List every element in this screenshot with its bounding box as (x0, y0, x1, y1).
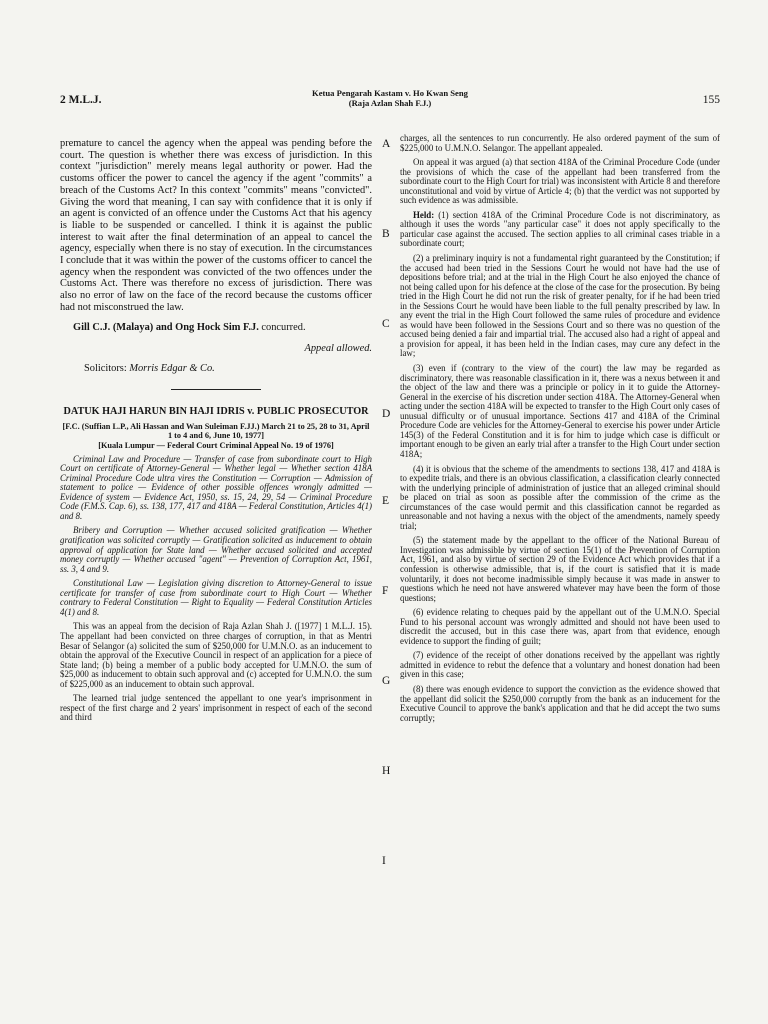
held-3: (3) even if (contrary to the view of the court) the law may be regarded as discriminatory, there was reasonable classification in it, there was a nexus between it and the object of the law and there was a principle or policy in it to guide the Attorney-General in the exercise of his discretion under section 418A. The Attorney-General when acting under the section 418A will be expected to transfer to the High Court only cases of unusual difficulty or of unusual importance. Sections 417 and 418A of the Criminal Procedure Code are vehicles for the Attorney-General to exercise his power under Article 145(3) of the Federal Constitution and it is for him to judge which case is difficult or important enough to be given an early trial after a transfer to the High Court under section 418A; (400, 363, 720, 459)
judgment-paragraph: premature to cancel the agency when the appeal was pending before the court. The question is whether there was excess of jurisdiction. In this context "jurisdiction" merely means legal authority or power. Had the customs officer the power to cancel the agency if the agent "commits" a breach of the Customs Act? In this context "commits" means "convicted". Giving the word that meaning, I can say with confidence that it is only if an agent is convicted of an offence under the Customs Act that his agency is liable to be suspended or cancelled. I think it is against the public interest to wait after the final determination of an appeal to cancel the agency, especially when there is no stay of execution. In the circumstances I conclude that it was within the power of the customs officer to cancel the agency when the respondent was convicted of the two offences under the Customs Act. There was therefore no excess of jurisdiction. There was also no error of law on the face of the record because the customs officer had not misconstrued the law. (60, 138, 372, 313)
margin-letter-e: E (382, 495, 390, 507)
left-column (60, 138, 372, 728)
catchwords-constitutional: Constitutional Law — Legislation giving discretion to Attorney-General to issue certificate for transfer of case from subordinate court to High Court — Whether contrary to Federal Constitution — Right to Equality — Federal Constitution Articles 4(1) and 8. (60, 578, 372, 617)
facts-paragraph: This was an appeal from the decision of Raja Azlan Shah J. ([1977] 1 M.L.J. 15). The appellant had been convicted on three charges of corruption, in that as Mentri Besar of Selangor (a) solicited the sum of $250,000 for U.M.N.O. as an inducement to obtain the approval of the Executive Council in respect of an application for a piece of State land; (b) being a member of a public body accepted for U.M.N.O. the sum of $25,000 as inducement to obtain such approval and (c) accepted for U.M.N.O. the sum of $225,000 as an inducement to obtain such approval. (60, 621, 372, 689)
appeal-result: Appeal allowed. (304, 343, 372, 355)
margin-letter-d: D (382, 408, 391, 420)
solicitors-label: Solicitors: (84, 362, 130, 374)
running-title-judge: (Raja Azlan Shah F.J.) (348, 98, 432, 108)
margin-letter-a: A (382, 138, 391, 150)
held-2: (2) a preliminary inquiry is not a fundamental right guaranteed by the Constitution; if the accused had been tried in the Sessions Court he would not have had the use of depositions before trial; and at the trial in the High Court he also enjoyed the chance of not being called upon for his defence at the close of the case for the prosecution. By being tried in the High Court he did not run the risk of greater penalty, for if he had been tried in the Sessions Court he would have been liable to the full penalty prescribed by law. In any event the trial in the High Court followed the same rules of procedure and evidence as would have been followed in the Sessions Court and so there was no question of the accused being denied a fair and impartial trial. The accused also had a right of appeal and a provision for appeal, it has been held in the Indian cases, may cure any defect in the law; (400, 253, 720, 359)
concurrence-text: concurred. (258, 321, 306, 333)
margin-letter-g: G (382, 675, 391, 687)
case-title: DATUK HAJI HARUN BIN HAJI IDRIS v. PUBLIC PROSECUTOR (63, 405, 369, 417)
solicitors-name: Morris Edgar & Co. (129, 362, 215, 374)
argument-paragraph: On appeal it was argued (a) that section 418A of the Criminal Procedure Code (under the provisions of which the case of the appellant had been transferred from the subordinate court to the High Court for trial) was inconsistent with Article 8 and therefore unconstitutional and void by virtue of Article 4; (b) that the verdict was not supported by such evidence as was admissible. (400, 157, 720, 206)
held-5: (5) the statement made by the appellant to the officer of the National Bureau of Investigation was admissible by virtue of section 15(1) of the Prevention of Corruption Act, 1961, and also by virtue of section 29 of the Evidence Act which provides that if a confession is otherwise admissible, that is, if the court is satisfied that it is made voluntarily, it does not become inadmissible simply because it was made in answer to questions which he need not have answered whatever may have been the form of those questions; (400, 535, 720, 603)
margin-letter-i: I (382, 855, 386, 867)
journal-reference: 2 M.L.J. (60, 94, 102, 106)
held-8: (8) there was enough evidence to support the conviction as the evidence showed that the appellant did solicit the $250,000 corruptly from the bank as an inducement for the Executive Council to approve the bank's application and that he did accept the two sums corruptly; (400, 683, 720, 723)
held-6: (6) evidence relating to cheques paid by the appellant out of the U.M.N.O. Special Fund to his personal account was wrongly admitted and should not have been used to discredit the accused, but in this case there was, apart from that evidence, enough evidence to support the finding of guilt; (400, 607, 720, 646)
held-label: Held: (413, 209, 435, 220)
margin-letter-c: C (382, 318, 390, 330)
held-1 (400, 211, 720, 249)
case-separator (171, 389, 261, 390)
held-7: (7) evidence of the receipt of other donations received by the appellant was rightly admitted in evidence to rebut the defence that a voluntary and honest donation had been given in this case; (400, 650, 720, 680)
running-title-case: Ketua Pengarah Kastam v. Ho Kwan Seng (312, 88, 468, 98)
running-title (260, 88, 520, 108)
held-4: (4) it is obvious that the scheme of the amendments to sections 138, 417 and 418A is to expedite trials, and there is an obvious classification, a classification clearly connected with the underlying principle of administration of justice that an alleged criminal should be placed on trial as soon as possible after the commission of the crime as the circumstances of the case would permit and this classification cannot be regarded as unreasonable and not having a nexus with the object of the amendments, namely speedy trial; (400, 463, 720, 531)
held-1-text: (1) section 418A of the Criminal Procedure Code is not discriminatory, as although it uses the words "any particular case" it does not apply specifically to the particular case against the accused. The section applies to all criminal cases triable in a subordinate court; (400, 209, 720, 249)
margin-letter-h: H (382, 765, 391, 777)
solicitors (60, 363, 372, 375)
right-column (400, 134, 720, 728)
catchwords-criminal-law: Criminal Law and Procedure — Transfer of case from subordinate court to High Court on certificate of Attorney-General — Whether legal — Whether section 418A Criminal Procedure Code ultra vires the Constitution — Corruption — Admission of statement to police — Evidence of other possible offences wrongly admitted — Evidence of system — Evidence Act, 1950, ss. 15, 24, 29, 54 — Criminal Procedure Code (F.M.S. Cap. 6), ss. 138, 177, 417 and 418A — Federal Constitution, Articles 4(1) and 8. (60, 453, 372, 521)
case-court: [F.C. (Suffian L.P., Ali Hassan and Wan Suleiman F.JJ.) March 21 to 25, 28 to 31, April 1 to 4 and 6, June 10, 1977] (62, 421, 370, 440)
page-header (60, 88, 720, 114)
margin-letter-b: B (382, 228, 390, 240)
concurrence (60, 322, 372, 334)
headnote-paragraph: charges, all the sentences to run concurrently. He also ordered payment of the sum of $225,000 to U.M.N.O. Selangor. The appellant appealed. (400, 133, 720, 153)
concurring-judges: Gill C.J. (Malaya) and Ong Hock Sim F.J. (73, 321, 259, 333)
margin-letter-f: F (382, 585, 389, 597)
sentence-paragraph: The learned trial judge sentenced the appellant to one year's imprisonment in respect of the first charge and 2 years' imprisonment in respect of each of the second and third (60, 693, 372, 723)
page-number: 155 (702, 94, 720, 106)
catchwords-bribery: Bribery and Corruption — Whether accused solicited gratification — Whether gratification was solicited corruptly — Gratification solicited as inducement to obtain approval of application for State land — Whether accused solicited and accepted money corruptly — Whether accused "agent" — Prevention of Corruption Act, 1961, ss. 3, 4 and 9. (60, 525, 372, 574)
case-appeal-number: [Kuala Lumpur — Federal Court Criminal Appeal No. 19 of 1976] (98, 440, 334, 450)
